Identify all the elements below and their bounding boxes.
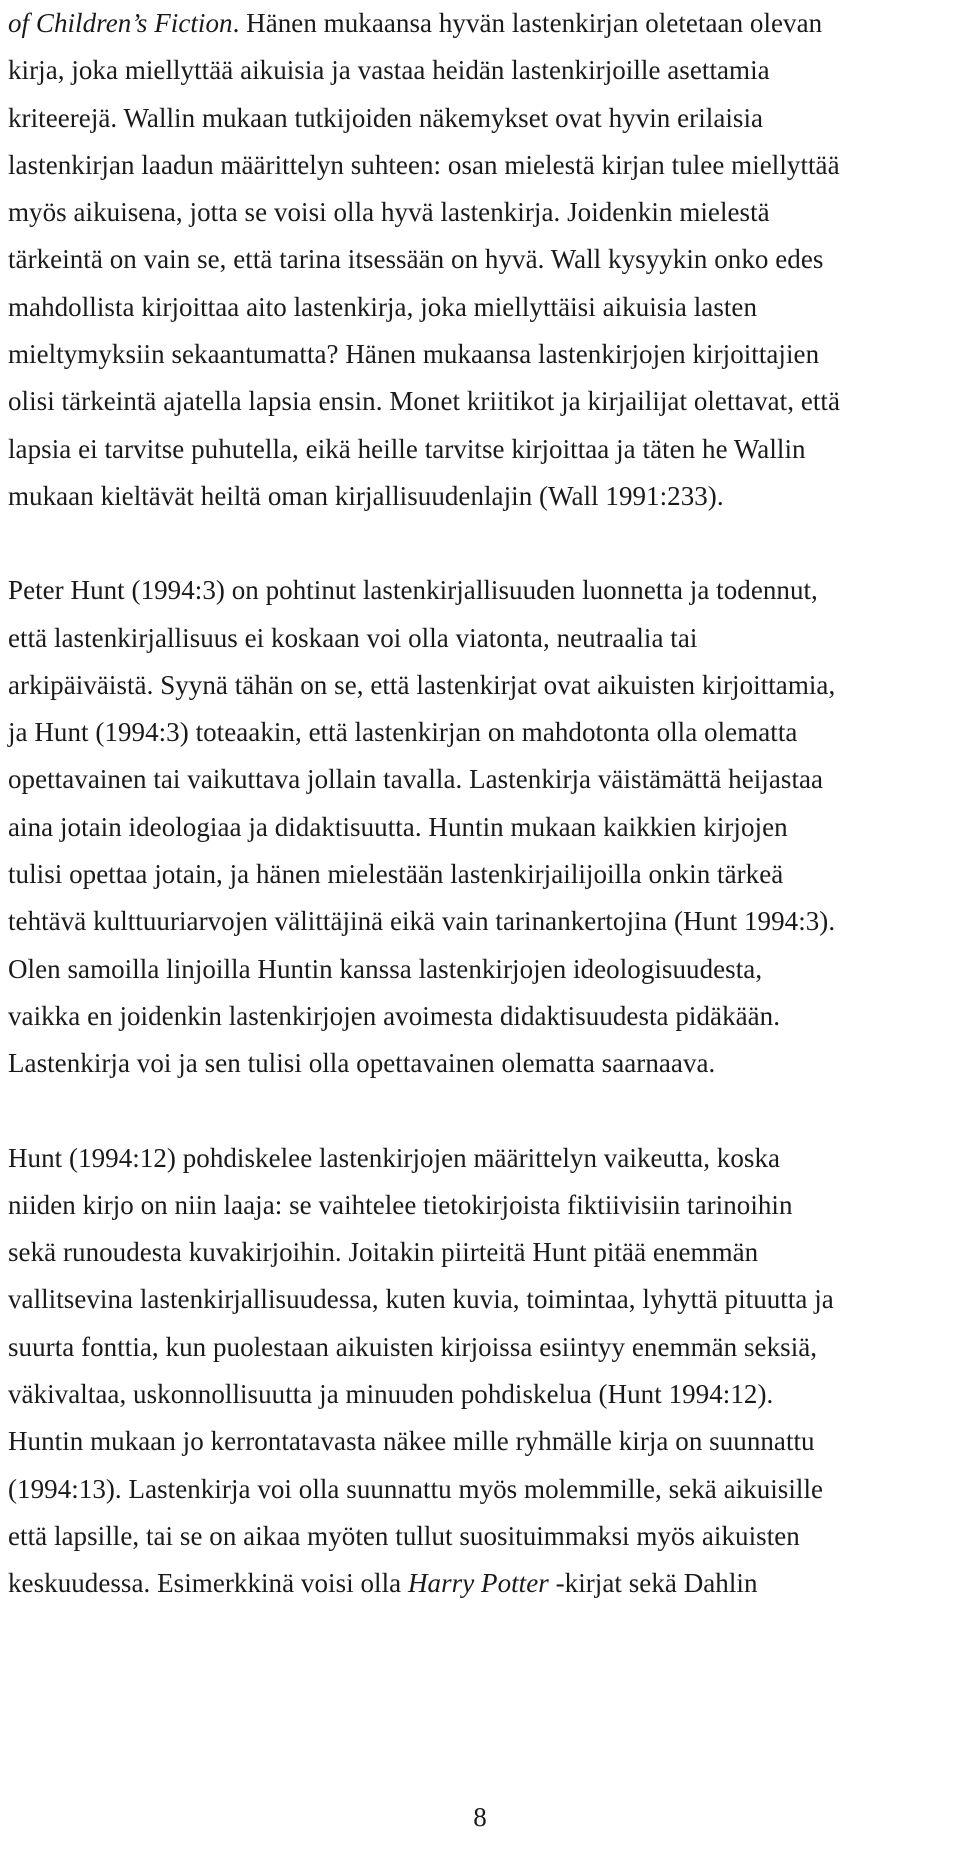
text-line [8, 709, 940, 756]
text-segment: mukaan kieltävät heiltä oman kirjallisuudenlajin (Wall 1991:233). [8, 480, 724, 511]
text-segment: Lastenkirja voi ja sen tulisi olla opettavainen olematta saarnaava. [8, 1048, 716, 1079]
text-line [8, 615, 940, 662]
text-line [8, 993, 940, 1040]
text-segment: tehtävä kulttuuriarvojen välittäjinä eikä vain tarinankertojina (Hunt 1994:3). [8, 906, 836, 937]
text-line [8, 426, 940, 473]
text-segment: väkivaltaa, uskonnollisuutta ja minuuden pohdiskelua (Hunt 1994:12). [8, 1379, 774, 1410]
text-segment: mieltymyksiin sekaantumatta? Hänen mukaansa lastenkirjojen kirjoittajien [8, 339, 820, 370]
text-line [8, 95, 940, 142]
text-line [8, 284, 940, 331]
text-segment: . Hänen mukaansa hyvän lastenkirjan oletetaan olevan [232, 8, 823, 38]
text-line [8, 378, 940, 425]
text-line [8, 0, 940, 47]
text-segment: keskuudessa. Esimerkkinä voisi olla [8, 1568, 408, 1599]
paragraph-gap [8, 520, 940, 567]
paragraph [8, 0, 940, 520]
text-line [8, 1466, 940, 1513]
text-segment: myös aikuisena, jotta se voisi olla hyvä lastenkirja. Joidenkin mielestä [8, 197, 770, 228]
text-line [8, 236, 940, 283]
text-segment: tulisi opettaa jotain, ja hänen mielestään lastenkirjailijoilla onkin tärkeä [8, 859, 784, 890]
text-line [8, 47, 940, 94]
text-line [8, 1135, 940, 1182]
text-segment: aina jotain ideologiaa ja didaktisuutta. Huntin mukaan kaikkien kirjojen [8, 811, 788, 842]
text-segment: vallitsevina lastenkirjallisuudessa, kuten kuvia, toimintaa, lyhyttä pituutta ja [8, 1284, 834, 1315]
text-line [8, 898, 940, 945]
text-segment: vaikka en joidenkin lastenkirjojen avoimesta didaktisuudesta pidäkään. [8, 1000, 781, 1031]
text-segment: kriteerejä. Wallin mukaan tutkijoiden näkemykset ovat hyvin erilaisia [8, 102, 764, 133]
text-line [8, 756, 940, 803]
paragraph-gap [8, 1088, 940, 1135]
italic-title: Harry Potter [407, 1568, 549, 1599]
text-line [8, 1560, 940, 1607]
text-line [8, 189, 940, 236]
text-line [8, 946, 940, 993]
page-number: 8 [473, 1802, 487, 1832]
text-line [8, 662, 940, 709]
text-segment: että lapsille, tai se on aikaa myöten tullut suosituimmaksi myös aikuisten [8, 1520, 800, 1551]
text-segment: suurta fonttia, kun puolestaan aikuisten kirjoissa esiintyy enemmän seksiä, [8, 1331, 818, 1362]
text-line [8, 1513, 940, 1560]
text-line [8, 1324, 940, 1371]
text-segment: lastenkirjan laadun määrittelyn suhteen: osan mielestä kirjan tulee miellyttää [8, 149, 840, 180]
text-segment: (1994:13). Lastenkirja voi olla suunnattu myös molemmille, sekä aikuisille [8, 1473, 824, 1504]
text-segment: Hunt (1994:12) pohdiskelee lastenkirjojen määrittelyn vaikeutta, koska [8, 1142, 781, 1173]
text-segment: opettavainen tai vaikuttava jollain tavalla. Lastenkirja väistämättä heijastaa [8, 764, 824, 795]
text-segment: niiden kirjo on niin laaja: se vaihtelee tietokirjoista fiktiivisiin tarinoihin [8, 1189, 793, 1220]
text-segment: että lastenkirjallisuus ei koskaan voi olla viatonta, neutraalia tai [8, 622, 698, 653]
text-segment: olisi tärkeintä ajatella lapsia ensin. Monet kriitikot ja kirjailijat olettavat, että [8, 386, 840, 417]
text-line [8, 473, 940, 520]
text-segment: -kirjat sekä Dahlin [548, 1568, 758, 1599]
text-line [8, 1229, 940, 1276]
text-line [8, 1276, 940, 1323]
text-line [8, 1182, 940, 1229]
text-line [8, 851, 940, 898]
text-line [8, 1040, 940, 1087]
text-segment: mahdollista kirjoittaa aito lastenkirja, joka miellyttäisi aikuisia lasten [8, 291, 758, 322]
text-line [8, 331, 940, 378]
text-line [8, 1418, 940, 1465]
text-segment: Huntin mukaan jo kerrontatavasta näkee mille ryhmälle kirja on suunnattu [8, 1426, 815, 1457]
text-segment: lapsia ei tarvitse puhutella, eikä heille tarvitse kirjoittaa ja täten he Wallin [8, 433, 806, 464]
text-segment: Peter Hunt (1994:3) on pohtinut lastenkirjallisuuden luonnetta ja todennut, [8, 575, 818, 606]
text-segment: Olen samoilla linjoilla Huntin kanssa lastenkirjojen ideologisuudesta, [8, 953, 763, 984]
text-line [8, 142, 940, 189]
document-page [8, 0, 940, 1608]
text-line [8, 1371, 940, 1418]
text-segment: sekä runoudesta kuvakirjoihin. Joitakin piirteitä Hunt pitää enemmän [8, 1237, 759, 1268]
text-segment: kirja, joka miellyttää aikuisia ja vastaa heidän lastenkirjoille asettamia [8, 55, 770, 86]
text-segment: tärkeintä on vain se, että tarina itsessään on hyvä. Wall kysyykin onko edes [8, 244, 824, 275]
text-line [8, 804, 940, 851]
text-line [8, 567, 940, 614]
text-segment: ja Hunt (1994:3) toteaakin, että lastenkirjan on mahdotonta olla olematta [8, 717, 798, 748]
paragraph [8, 567, 940, 1087]
paragraph [8, 1135, 940, 1608]
italic-title: of Children’s Fiction [8, 8, 233, 38]
text-segment: arkipäiväistä. Syynä tähän on se, että lastenkirjat ovat aikuisten kirjoittamia, [8, 669, 836, 700]
